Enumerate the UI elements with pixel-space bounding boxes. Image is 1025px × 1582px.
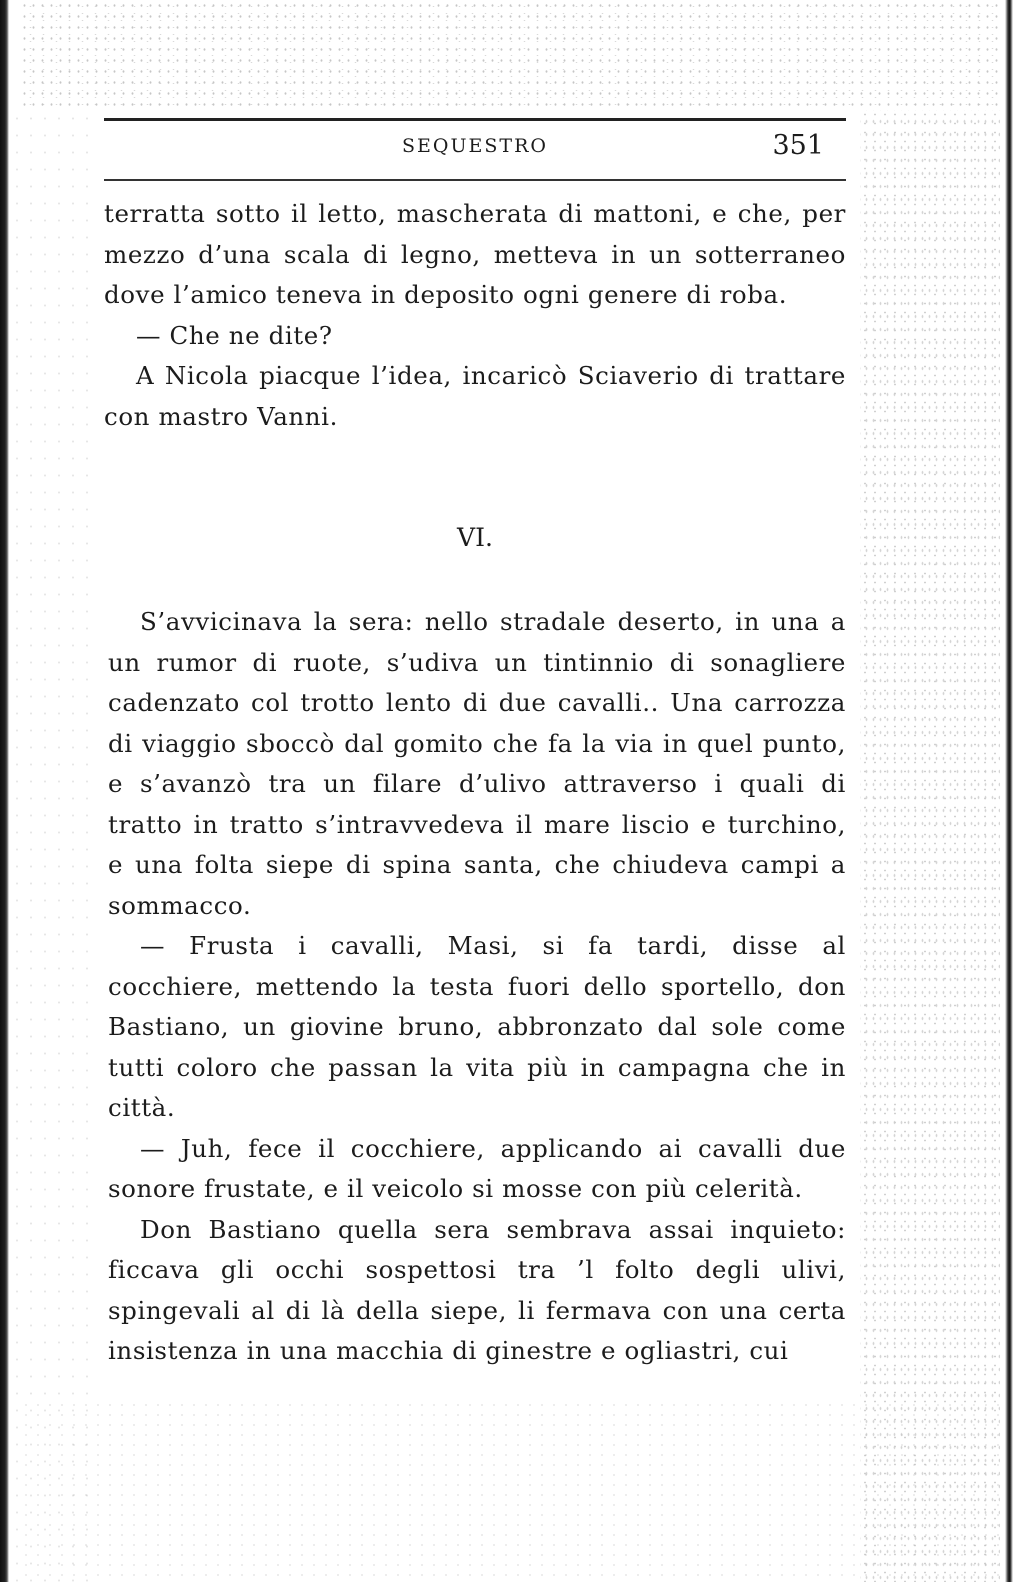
text-block-before [104, 194, 846, 437]
scan-noise-left [10, 110, 100, 1582]
paragraph: S’avvicinava la sera: nello stradale deserto, in una a un rumor di ruote, s’udiva un tintinnio di sonagliere cadenzato col trotto lento di due cavalli.. Una carrozza di viaggio sboccò dal gomito che fa la via in quel punto, e s’avanzò tra un filare d’ulivo attraverso i quali di tratto in tratto s’intravvedeva il mare liscio e turchino, e una folta siepe di spina santa, che chiudeva campi a sommacco. [108, 607, 846, 920]
text-block-after [108, 602, 846, 1372]
page-header [104, 118, 846, 182]
scan-noise-right [860, 110, 1000, 1582]
running-title: SEQUESTRO [402, 135, 548, 157]
paragraph: — Frusta i cavalli, Masi, si fa tardi, disse al cocchiere, mettendo la testa fuori dello sportello, don Bastiano, un giovine bruno, abbronzato dal sole come tutti coloro che passan la vita più in campagna che in città. [108, 931, 846, 1122]
section-heading: VI. [457, 523, 493, 552]
scan-noise-bottom [20, 1400, 1000, 1582]
scan-right-edge [1005, 0, 1013, 1582]
scan-noise-top [20, 0, 1000, 110]
paragraph: Don Bastiano quella sera sembrava assai inquieto: ficcava gli occhi sospettosi tra ’l folto degli ulivi, spingevali al di là della siepe, li fermava con una certa insistenza in una macchia di ginestre e ogliastri, cui [108, 1214, 846, 1365]
paragraph: A Nicola piacque l’idea, incaricò Sciaverio di trattare con mastro Vanni. [104, 361, 846, 431]
paragraph: — Che ne dite? [136, 320, 333, 350]
paragraph: — Juh, fece il cocchiere, applicando ai cavalli due sonore frustate, e il veicolo si mosse con più celerità. [108, 1133, 846, 1203]
paragraph: terratta sotto il letto, mascherata di mattoni, e che, per mezzo d’una scala di legno, metteva in un sotterraneo dove l’amico teneva in deposito ogni genere di roba. [104, 199, 846, 309]
page-number: 351 [772, 130, 824, 161]
header-rule-top [104, 118, 846, 121]
scan-left-edge [0, 0, 9, 1582]
header-rule-bottom [104, 179, 846, 181]
